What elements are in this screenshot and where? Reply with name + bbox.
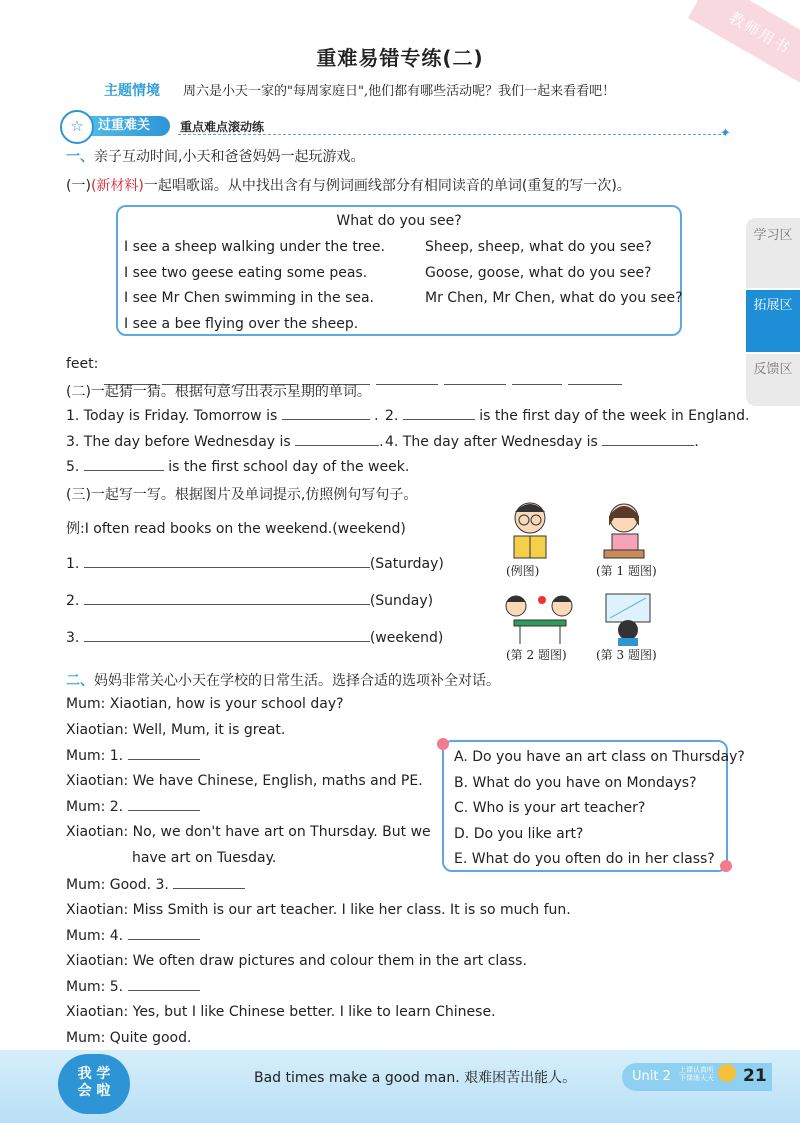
theme-label: 主题情境 <box>104 83 160 99</box>
option-text: What do you often do in her class? <box>471 851 715 867</box>
answer-blank[interactable] <box>173 876 245 889</box>
unit-slogan <box>679 1066 714 1082</box>
teacher-book-stamp: 教师用书 <box>688 0 800 88</box>
caption-example: (例图) <box>506 564 540 578</box>
writing-hint: (weekend) <box>369 630 444 646</box>
dashed-divider <box>178 134 726 135</box>
sub1-prefix: (一) <box>66 178 91 194</box>
question-2 <box>385 407 749 424</box>
answer-blank[interactable] <box>84 592 370 605</box>
footer-motto: Bad times make a good man. 艰难困苦出能人。 <box>254 1070 577 1086</box>
page-number: 21 <box>743 1066 767 1086</box>
ping-pong-illustration <box>500 590 580 646</box>
option-text: What do you have on Mondays? <box>472 775 697 791</box>
dialogue-line: Xiaotian: We often draw pictures and colour them in the art class. <box>66 953 527 969</box>
option-b[interactable] <box>454 775 697 791</box>
dialogue-line: Xiaotian: Well, Mum, it is great. <box>66 722 286 738</box>
sub2-instruction: (二)一起猜一猜。根据句意写出表示星期的单词。 <box>66 384 371 400</box>
sub1-text: 一起唱歌谣。从中找出含有与例词画线部分有相同读音的单词(重复的写一次)。 <box>143 178 631 194</box>
mascot-icon <box>718 1064 736 1082</box>
question-text: 5. <box>66 459 80 475</box>
footer-badge <box>58 1054 130 1114</box>
dialogue-line-blank <box>66 876 245 893</box>
question-text: 2. <box>385 408 399 424</box>
song-line: Sheep, sheep, what do you see? <box>425 239 652 255</box>
badge-line: 我 学 <box>77 1066 111 1082</box>
option-key: B. <box>454 775 469 791</box>
answer-blank[interactable] <box>84 555 370 568</box>
section-header-bar: 过重难关 <box>62 116 170 136</box>
option-key: C. <box>454 800 469 816</box>
sub1-instruction <box>66 175 631 195</box>
answer-blank[interactable] <box>282 407 370 420</box>
dialogue-text: Mum: 1. <box>66 748 124 764</box>
question-4 <box>385 433 699 450</box>
option-e[interactable] <box>454 851 715 867</box>
option-a[interactable] <box>454 749 745 765</box>
option-text: Who is your art teacher? <box>472 800 646 816</box>
option-text: Do you have an art class on Thursday? <box>472 749 745 765</box>
song-line: I see a bee flying over the sheep. <box>124 316 359 332</box>
part1-number: 一、 <box>66 149 94 165</box>
side-tab-study[interactable] <box>746 218 800 288</box>
dialogue-text: Mum: 5. <box>66 979 124 995</box>
strawberry-icon <box>437 738 449 750</box>
answer-blank[interactable] <box>128 798 200 811</box>
strawberry-icon <box>720 860 732 872</box>
dialogue-line: Mum: Quite good. <box>66 1030 192 1046</box>
writing-line-3 <box>66 629 443 646</box>
answer-blank[interactable] <box>84 629 370 642</box>
side-tab-label: 拓展区 <box>753 298 793 313</box>
part1-heading <box>66 146 364 166</box>
part2-number: 二、 <box>66 673 94 689</box>
dialogue-line: Xiaotian: We have Chinese, English, maths and PE. <box>66 773 423 789</box>
dialogue-line-blank <box>66 978 200 995</box>
dialogue-text: Mum: Good. 3. <box>66 877 169 893</box>
dialogue-line: Xiaotian: Yes, but I like Chinese better. I like to learn Chinese. <box>66 1004 496 1020</box>
part1-heading-text: 亲子互动时间,小天和爸爸妈妈一起玩游戏。 <box>94 149 365 165</box>
writing-line-2 <box>66 592 433 609</box>
theme-text: 周六是小天一家的"每周家庭日",他们都有哪些活动呢？我们一起来看看吧！ <box>183 84 616 99</box>
question-end: is the first day of the week in England. <box>479 408 750 424</box>
question-end: . <box>374 408 379 424</box>
side-tab-label: 学习区 <box>753 228 793 243</box>
question-end: . <box>694 434 699 450</box>
page-title: 重难易错专练(二) <box>316 46 484 70</box>
boy-reading-illustration <box>500 498 560 562</box>
question-end: . <box>379 434 384 450</box>
unit-slogan-line: 下课练天天 <box>679 1074 714 1082</box>
answer-blank[interactable] <box>295 433 379 446</box>
answer-blank[interactable] <box>128 978 200 991</box>
badge-line: 会 啦 <box>77 1083 111 1099</box>
question-5 <box>66 458 409 475</box>
song-line: Mr Chen, Mr Chen, what do you see? <box>425 290 683 306</box>
option-c[interactable] <box>454 800 645 816</box>
song-title: What do you see? <box>336 213 462 229</box>
caption-q1: (第 1 题图) <box>596 564 657 578</box>
answer-blank[interactable] <box>128 927 200 940</box>
sub3-instruction: (三)一起写一写。根据图片及单词提示,仿照例句写句子。 <box>66 487 418 503</box>
new-material-tag: (新材料) <box>90 178 144 194</box>
question-1 <box>66 407 379 424</box>
dialogue-line-blank <box>66 798 200 815</box>
writing-number: 3. <box>66 630 80 646</box>
section-subtitle: 重点难点滚动练 <box>180 120 265 134</box>
answer-blank[interactable] <box>512 372 562 385</box>
answer-blank[interactable] <box>602 433 694 446</box>
answer-blank[interactable] <box>403 407 475 420</box>
dialogue-line-blank <box>66 747 200 764</box>
side-tab-label: 反馈区 <box>753 362 793 377</box>
answer-blank[interactable] <box>568 372 622 385</box>
question-text: 3. The day before Wednesday is <box>66 434 291 450</box>
dialogue-text: Mum: 4. <box>66 928 124 944</box>
example-sentence: 例:I often read books on the weekend.(weekend) <box>66 521 406 537</box>
writing-number: 1. <box>66 556 80 572</box>
question-text: 1. Today is Friday. Tomorrow is <box>66 408 278 424</box>
option-d[interactable] <box>454 826 583 842</box>
song-line: Goose, goose, what do you see? <box>425 265 652 281</box>
song-line: I see Mr Chen swimming in the sea. <box>124 290 375 306</box>
option-key: D. <box>454 826 470 842</box>
writing-hint: (Sunday) <box>369 593 434 609</box>
option-key: E. <box>454 851 468 867</box>
watching-tv-illustration <box>600 590 656 646</box>
dialogue-line: Mum: Xiaotian, how is your school day? <box>66 696 344 712</box>
dialogue-line: Xiaotian: No, we don't have art on Thursday. But we <box>66 824 431 840</box>
song-line: I see two geese eating some peas. <box>124 265 368 281</box>
option-key: A. <box>454 749 468 765</box>
part2-heading-text: 妈妈非常关心小天在学校的日常生活。选择合适的选项补全对话。 <box>94 673 500 689</box>
part2-heading <box>66 670 500 690</box>
dialogue-line: have art on Tuesday. <box>132 850 277 866</box>
dialogue-line-blank <box>66 927 200 944</box>
feet-label: feet: <box>66 356 99 372</box>
girl-reading-illustration <box>596 498 652 562</box>
dialogue-text: Mum: 2. <box>66 799 124 815</box>
option-text: Do you like art? <box>473 826 584 842</box>
question-text: 4. The day after Wednesday is <box>385 434 598 450</box>
answer-blank[interactable] <box>84 458 164 471</box>
question-end: is the first school day of the week. <box>168 459 410 475</box>
star-badge-icon: ☆ <box>60 110 94 144</box>
dialogue-line: Xiaotian: Miss Smith is our art teacher. I like her class. It is so much fun. <box>66 902 571 918</box>
side-tab-extend[interactable] <box>746 290 800 352</box>
caption-q3: (第 3 题图) <box>596 648 657 662</box>
answer-blank[interactable] <box>444 372 506 385</box>
unit-slogan-line: 上课认真听 <box>679 1066 714 1074</box>
unit-label: Unit 2 <box>632 1069 671 1084</box>
writing-line-1 <box>66 555 444 572</box>
star-icon: ✦ <box>720 126 731 141</box>
writing-hint: (Saturday) <box>369 556 444 572</box>
caption-q2: (第 2 题图) <box>506 648 567 662</box>
question-3 <box>66 433 384 450</box>
answer-blank[interactable] <box>128 747 200 760</box>
answer-blank[interactable] <box>376 372 438 385</box>
song-line: I see a sheep walking under the tree. <box>124 239 385 255</box>
writing-number: 2. <box>66 593 80 609</box>
side-tab-feedback[interactable] <box>746 354 800 406</box>
